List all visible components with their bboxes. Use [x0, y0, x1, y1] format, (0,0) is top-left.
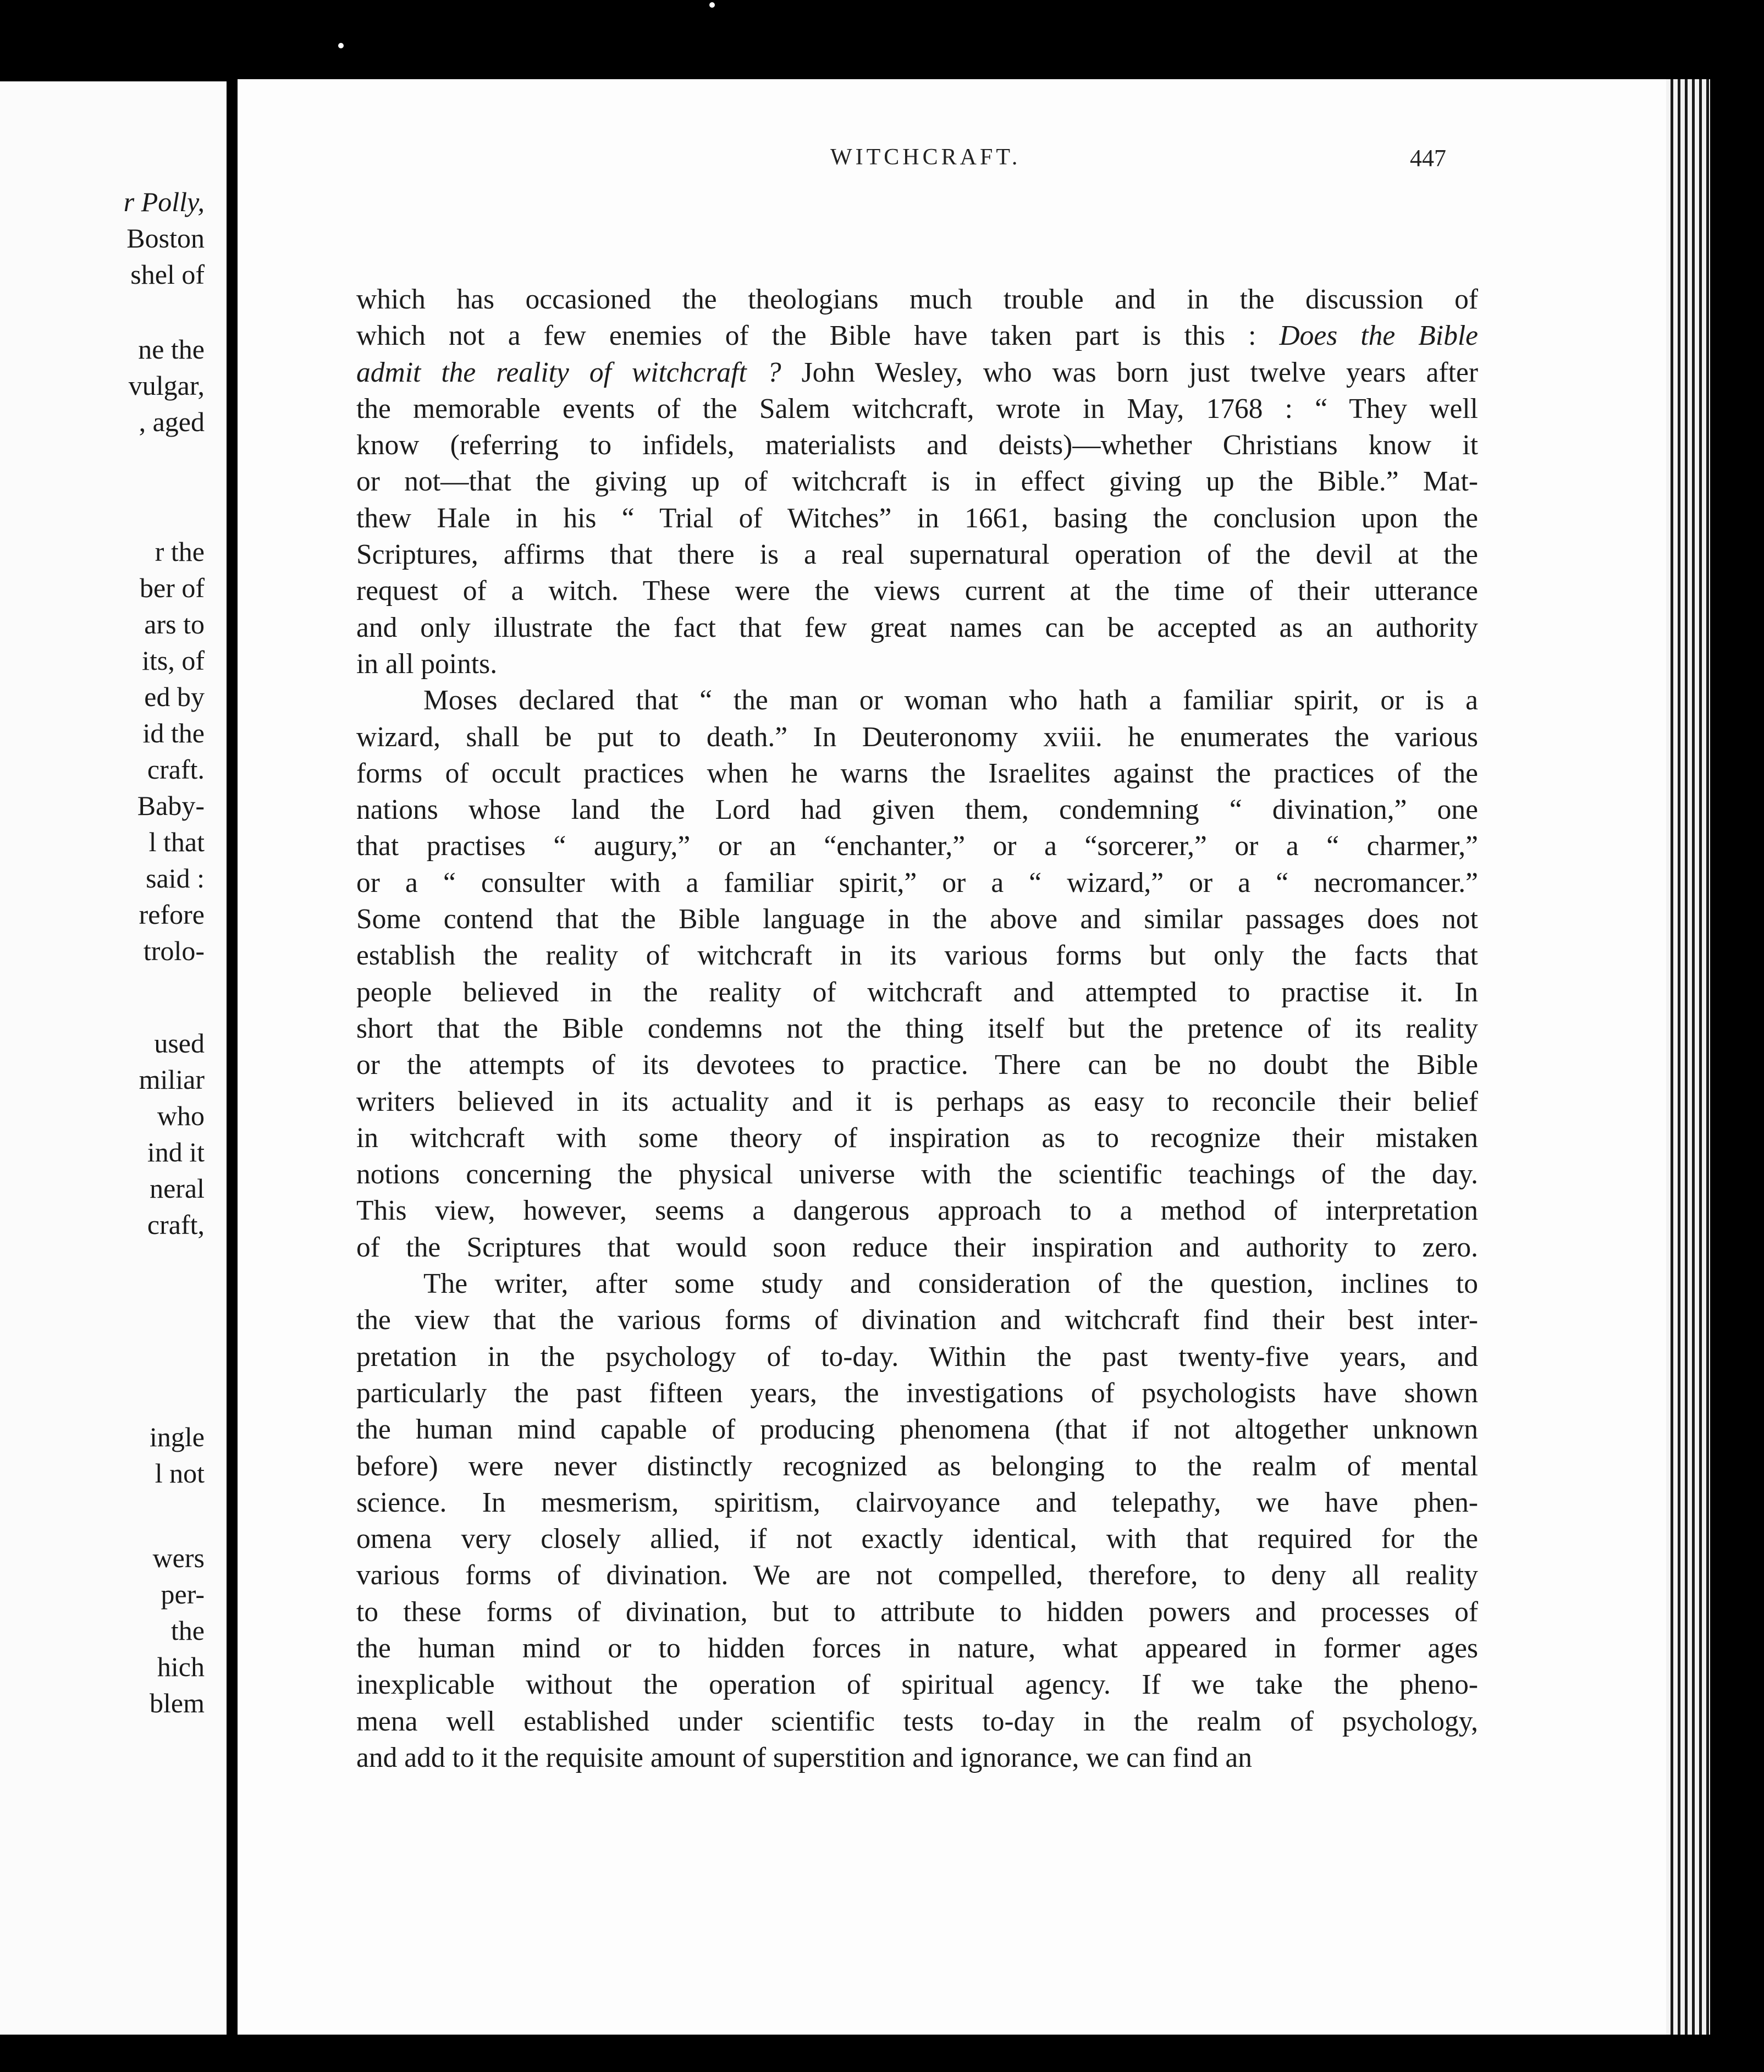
text-line: which not a few enemies of the Bible have taken part is this : Does the Bible	[356, 320, 1478, 352]
facing-page-text: hich	[157, 1651, 205, 1682]
text-line: or a “ consulter with a familiar spirit,” or a “ wizard,” or a “ necromancer.”	[356, 867, 1478, 899]
facing-page-fragment	[0, 81, 227, 2035]
facing-page-text: ars to	[144, 609, 205, 640]
text-line: Some contend that the Bible language in the above and similar passages does not	[356, 903, 1478, 935]
facing-page-text: craft.	[147, 754, 205, 785]
facing-page-text: neral	[150, 1173, 205, 1204]
facing-page-text: wers	[152, 1542, 205, 1573]
text-line: admit the reality of witchcraft ? John Wesley, who was born just twelve years after	[356, 356, 1478, 388]
text-line: inexplicable without the operation of spiritual agency. If we take the pheno-	[356, 1669, 1478, 1701]
facing-page-text: Baby-	[137, 790, 205, 821]
facing-page-text: refore	[139, 899, 205, 930]
text-line: of the Scriptures that would soon reduce their inspiration and authority to zero.	[356, 1231, 1478, 1263]
text-line: that practises “ augury,” or an “enchanter,” or a “sorcerer,” or a “ charmer,”	[356, 830, 1478, 862]
page-edges	[1666, 79, 1710, 2035]
text-line: thew Hale in his “ Trial of Witches” in 1661, basing the conclusion upon the	[356, 502, 1478, 534]
facing-page-text: said :	[146, 863, 205, 894]
text-line: forms of occult practices when he warns the Israelites against the practices of the	[356, 757, 1478, 789]
facing-page-text: ne the	[138, 334, 205, 365]
text-line: people believed in the reality of witchcraft and attempted to practise it. In	[356, 976, 1478, 1008]
text-line: Scriptures, affirms that there is a real supernatural operation of the devil at the	[356, 539, 1478, 571]
facing-page-text: who	[157, 1100, 205, 1131]
facing-page-text: ingle	[150, 1421, 205, 1452]
facing-page-text: blem	[150, 1688, 205, 1718]
body-text	[356, 282, 1478, 1776]
facing-page-text: , aged	[139, 406, 205, 437]
text-line: establish the reality of witchcraft in its various forms but only the facts that	[356, 940, 1478, 972]
text-line: pretation in the psychology of to-day. Within the past twenty-five years, and	[356, 1341, 1478, 1373]
text-line: or not—that the giving up of witchcraft is in effect giving up the Bible.” Mat-	[356, 466, 1478, 498]
facing-page-text: ber of	[140, 572, 205, 603]
text-line: or the attempts of its devotees to practice. There can be no doubt the Bible	[356, 1049, 1478, 1081]
text-line: in all points.	[356, 648, 498, 680]
text-line: particularly the past fifteen years, the investigations of psychologists have shown	[356, 1377, 1478, 1409]
facing-page-text: Boston	[126, 223, 205, 254]
facing-page-text: r Polly,	[123, 186, 205, 217]
text-line: know (referring to infidels, materialists and deists)—whether Christians know it	[356, 429, 1478, 461]
text-line: nations whose land the Lord had given them, condemning “ divination,” one	[356, 794, 1478, 826]
page-number: 447	[1410, 145, 1446, 172]
text-line: which has occasioned the theologians much trouble and in the discussion of	[356, 284, 1478, 315]
text-line: Moses declared that “ the man or woman who hath a familiar spirit, or is a	[423, 685, 1478, 717]
text-line: The writer, after some study and consideration of the question, inclines to	[423, 1268, 1478, 1300]
text-line: writers believed in its actuality and it is perhaps as easy to reconcile their belief	[356, 1085, 1478, 1117]
facing-page-text: vulgar,	[128, 370, 205, 401]
facing-page-text: miliar	[139, 1064, 205, 1095]
text-line: short that the Bible condemns not the thing itself but the pretence of its reality	[356, 1012, 1478, 1044]
scan-speck	[338, 43, 344, 48]
text-line: notions concerning the physical universe with the scientific teachings of the day.	[356, 1159, 1478, 1191]
text-line: and add to it the requisite amount of superstition and ignorance, we can find an	[356, 1742, 1252, 1773]
text-line: wizard, shall be put to death.” In Deuteronomy xviii. he enumerates the various	[356, 721, 1478, 753]
text-line: and only illustrate the fact that few great names can be accepted as an authority	[356, 611, 1478, 643]
text-line: the human mind or to hidden forces in nature, what appeared in former ages	[356, 1632, 1478, 1664]
facing-page-text: per-	[161, 1579, 205, 1610]
text-line: the human mind capable of producing phenomena (that if not altogether unknown	[356, 1414, 1478, 1446]
text-line: the view that the various forms of divination and witchcraft find their best inter-	[356, 1304, 1478, 1336]
text-line: This view, however, seems a dangerous approach to a method of interpretation	[356, 1195, 1478, 1227]
text-line: science. In mesmerism, spiritism, clairvoyance and telepathy, we have phen-	[356, 1486, 1478, 1518]
text-line: in witchcraft with some theory of inspiration as to recognize their mistaken	[356, 1122, 1478, 1154]
running-head: WITCHCRAFT.	[830, 145, 1021, 170]
text-line: before) were never distinctly recognized as belonging to the realm of mental	[356, 1450, 1478, 1482]
facing-page-text: craft,	[147, 1209, 205, 1240]
text-line: request of a witch. These were the views current at the time of their utterance	[356, 575, 1478, 607]
scan-speck	[709, 2, 715, 8]
facing-page-text: trolo-	[143, 935, 205, 966]
facing-page-text: r the	[155, 536, 205, 567]
text-line: the memorable events of the Salem witchcraft, wrote in May, 1768 : “ They well	[356, 393, 1478, 425]
facing-page-text: ed by	[144, 681, 205, 712]
facing-page-text: used	[154, 1028, 205, 1059]
text-line: mena well established under scientific tests to-day in the realm of psychology,	[356, 1705, 1478, 1737]
facing-page-text: id the	[142, 718, 205, 748]
facing-page-text: ind it	[147, 1137, 205, 1167]
facing-page-text: shel of	[130, 259, 205, 290]
facing-page-text: l that	[148, 826, 205, 857]
text-line: to these forms of divination, but to attribute to hidden powers and processes of	[356, 1596, 1478, 1628]
facing-page-text: its, of	[142, 645, 205, 676]
text-line: various forms of divination. We are not compelled, therefore, to deny all reality	[356, 1559, 1478, 1591]
facing-page-text: the	[170, 1615, 205, 1646]
text-line: omena very closely allied, if not exactly identical, with that required for the	[356, 1523, 1478, 1555]
facing-page-text: l not	[155, 1458, 205, 1489]
